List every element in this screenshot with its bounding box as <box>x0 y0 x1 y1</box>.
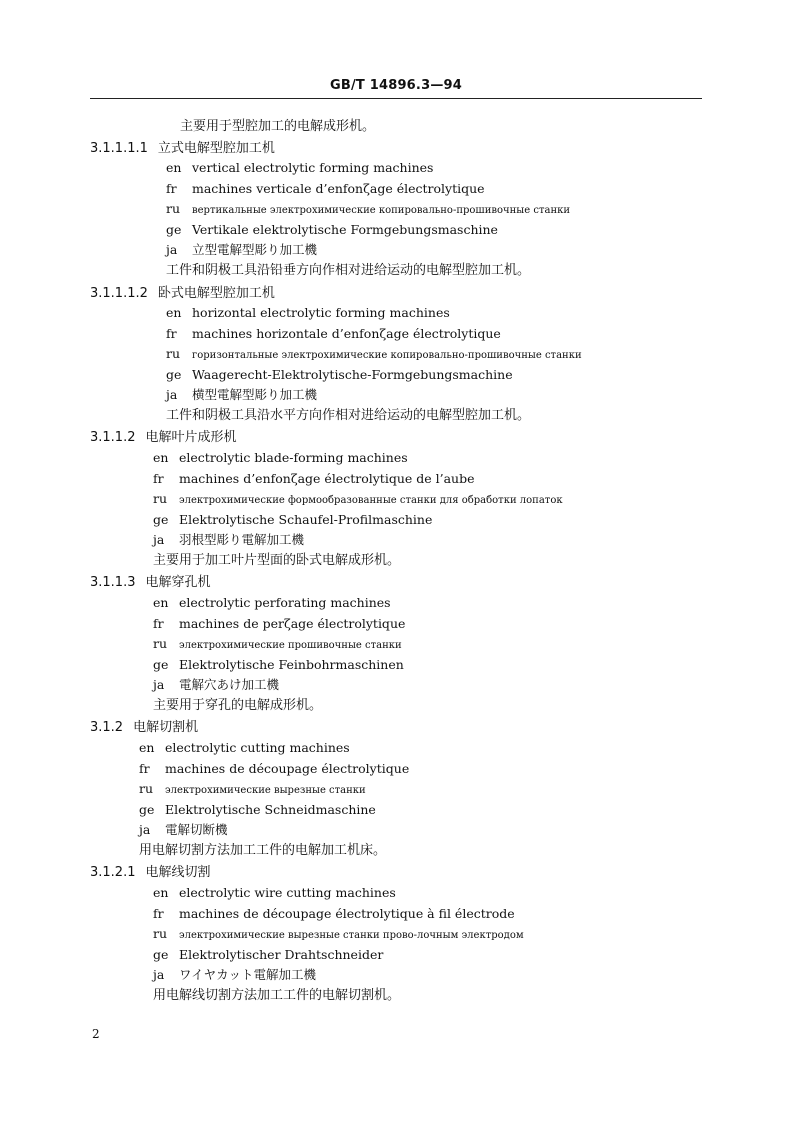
entry-fr: fr machines de découpage électrolytique à fil électrode <box>153 906 515 921</box>
translation-fr: machines de découpage électrolytique à fil électrode <box>179 906 515 921</box>
translation-en: electrolytic perforating machines <box>179 595 391 610</box>
translation-ge: Elektrolytische Schaufel-Profilmaschine <box>179 512 433 527</box>
translation-ja: ワイヤカット電解加工機 <box>179 967 317 982</box>
entry-definition: 工件和阴极工具沿水平方向作相对进给运动的电解型腔加工机。 <box>166 408 531 423</box>
translation-ru: электрохимические вырезные станки прово-лочным электродом <box>179 930 524 941</box>
entry-fr: fr machines de découpage électrolytique <box>139 761 410 776</box>
entry-heading <box>90 719 198 736</box>
entry-heading <box>90 864 211 881</box>
entry-term: 电解切割机 <box>133 720 199 735</box>
entry-definition: 工件和阴极工具沿铅垂方向作相对进给运动的电解型腔加工机。 <box>166 263 531 278</box>
entry-en: en electrolytic cutting machines <box>139 740 350 755</box>
header-divider <box>90 98 702 99</box>
translation-en: electrolytic wire cutting machines <box>179 885 396 900</box>
translation-ja: 電解切断機 <box>165 822 228 837</box>
entry-heading <box>90 285 275 302</box>
translation-ge: Elektrolytische Schneidmaschine <box>165 802 376 817</box>
entry-en: en electrolytic wire cutting machines <box>153 885 396 900</box>
entry-ge: ge Elektrolytische Feinbohrmaschinen <box>153 657 404 672</box>
entry-ru: ru электрохимические формообразованные станки для обработки лопаток <box>153 491 563 506</box>
translation-ja: 立型電解型彫り加工機 <box>192 242 318 257</box>
entry-ja: ja 横型電解型彫り加工機 <box>166 387 318 402</box>
entry-term: 卧式电解型腔加工机 <box>157 286 275 301</box>
translation-ru: электрохимические формообразованные станки для обработки лопаток <box>179 495 563 506</box>
translation-ru: горизонтальные электрохимические копировально-прошивочные станки <box>192 350 582 361</box>
translation-fr: machines d’enfonζage électrolytique de l’aube <box>179 471 475 486</box>
entry-heading <box>90 574 211 591</box>
page-header-standard-code: GB/T 14896.3—94 <box>329 78 463 93</box>
entry-term: 立式电解型腔加工机 <box>157 141 275 156</box>
entry-definition: 主要用于加工叶片型面的卧式电解成形机。 <box>153 553 401 568</box>
entry-number: 3.1.2 <box>90 720 124 735</box>
entry-ja: ja 電解穴あけ加工機 <box>153 677 280 692</box>
entry-definition: 用电解切割方法加工工件的电解加工机床。 <box>139 843 387 858</box>
translation-ru: вертикальные электрохимические копировально-прошивочные станки <box>192 205 571 216</box>
entry-definition: 主要用于穿孔的电解成形机。 <box>153 698 323 713</box>
entry-definition: 用电解线切割方法加工工件的电解切割机。 <box>153 988 401 1003</box>
entry-ru: ru электрохимические вырезные станки прово-лочным электродом <box>153 926 524 941</box>
entry-en: en horizontal electrolytic forming machines <box>166 305 450 320</box>
entry-ja: ja 立型電解型彫り加工機 <box>166 242 318 257</box>
entry-fr: fr machines d’enfonζage électrolytique de l’aube <box>153 471 475 486</box>
entry-ge: ge Elektrolytischer Drahtschneider <box>153 947 384 962</box>
translation-ge: Vertikale elektrolytische Formgebungsmaschine <box>192 222 498 237</box>
entry-ru: ru электрохимические вырезные станки <box>139 781 366 796</box>
translation-en: electrolytic cutting machines <box>165 740 350 755</box>
entry-term: 电解叶片成形机 <box>145 430 237 445</box>
translation-fr: machines de perζage électrolytique <box>179 616 406 631</box>
translation-en: horizontal electrolytic forming machines <box>192 305 450 320</box>
translation-ja: 横型電解型彫り加工機 <box>192 387 318 402</box>
entry-ge: ge Elektrolytische Schaufel-Profilmaschine <box>153 512 433 527</box>
entry-fr: fr machines verticale d’enfonζage électrolytique <box>166 181 485 196</box>
translation-en: electrolytic blade-forming machines <box>179 450 408 465</box>
intro-definition: 主要用于型腔加工的电解成形机。 <box>180 119 376 134</box>
entry-en: en vertical electrolytic forming machines <box>166 160 434 175</box>
entry-heading <box>90 140 275 157</box>
entry-number: 3.1.1.1.1 <box>90 141 148 156</box>
entry-number: 3.1.1.1.2 <box>90 286 148 301</box>
entry-ja: ja 電解切断機 <box>139 822 228 837</box>
entry-number: 3.1.1.3 <box>90 575 136 590</box>
entry-number: 3.1.1.2 <box>90 430 136 445</box>
entry-ru: ru вертикальные электрохимические копировально-прошивочные станки <box>166 201 571 216</box>
entry-ru: ru электрохимические прошивочные станки <box>153 636 402 651</box>
entry-term: 电解线切割 <box>145 865 211 880</box>
translation-ja: 羽根型彫り電解加工機 <box>179 532 305 547</box>
translation-ru: электрохимические вырезные станки <box>165 785 366 796</box>
entry-en: en electrolytic blade-forming machines <box>153 450 408 465</box>
entry-term: 电解穿孔机 <box>145 575 211 590</box>
translation-ja: 電解穴あけ加工機 <box>179 677 280 692</box>
entry-ge: ge Waagerecht-Elektrolytische-Formgebungsmachine <box>166 367 513 382</box>
translation-ge: Waagerecht-Elektrolytische-Formgebungsmachine <box>192 367 513 382</box>
entry-fr: fr machines horizontale d’enfonζage électrolytique <box>166 326 501 341</box>
translation-ge: Elektrolytische Feinbohrmaschinen <box>179 657 404 672</box>
entry-heading <box>90 429 237 446</box>
translation-en: vertical electrolytic forming machines <box>192 160 434 175</box>
page-number: 2 <box>92 1027 100 1041</box>
entry-ge: ge Elektrolytische Schneidmaschine <box>139 802 376 817</box>
entry-ja: ja ワイヤカット電解加工機 <box>153 967 317 982</box>
translation-ge: Elektrolytischer Drahtschneider <box>179 947 384 962</box>
translation-fr: machines horizontale d’enfonζage électrolytique <box>192 326 501 341</box>
entry-fr: fr machines de perζage électrolytique <box>153 616 406 631</box>
translation-ru: электрохимические прошивочные станки <box>179 640 402 651</box>
translation-fr: machines verticale d’enfonζage électrolytique <box>192 181 485 196</box>
entry-ja: ja 羽根型彫り電解加工機 <box>153 532 305 547</box>
entry-number: 3.1.2.1 <box>90 865 136 880</box>
entry-en: en electrolytic perforating machines <box>153 595 391 610</box>
entry-ge: ge Vertikale elektrolytische Formgebungsmaschine <box>166 222 498 237</box>
translation-fr: machines de découpage électrolytique <box>165 761 410 776</box>
entry-ru: ru горизонтальные электрохимические копировально-прошивочные станки <box>166 346 582 361</box>
